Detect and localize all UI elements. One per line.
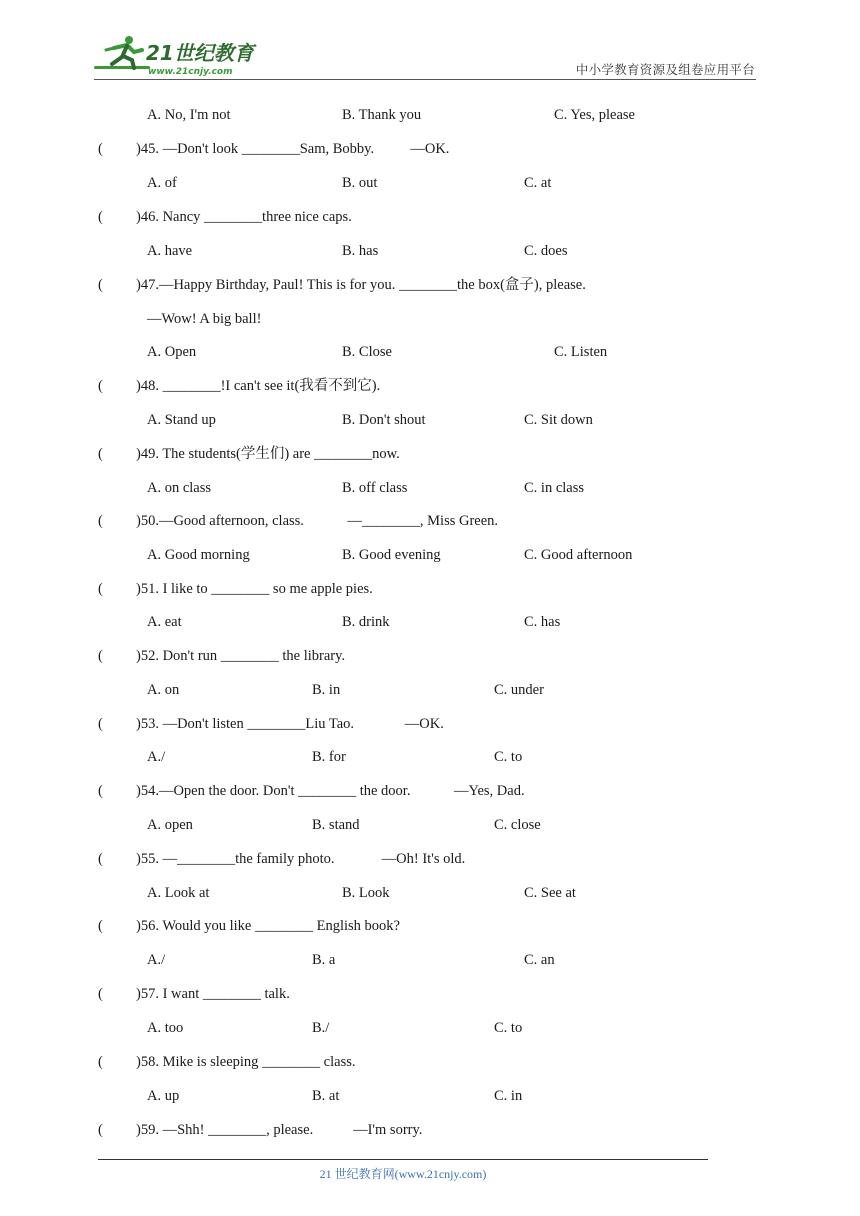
answer-paren: ( — [98, 648, 103, 664]
option-c: C. Yes, please — [554, 107, 635, 123]
answer-paren: ( — [98, 918, 103, 934]
platform-name: 中小学教育资源及组卷应用平台 — [575, 62, 755, 77]
option-c: C. at — [524, 175, 552, 191]
answer-paren: ( — [98, 783, 103, 799]
question-text: )58. Mike is sleeping ________ class. — [136, 1054, 356, 1070]
option-a: A. eat — [147, 614, 182, 630]
answer-paren: ( — [98, 851, 103, 867]
option-c: C. an — [524, 952, 555, 968]
option-c: C. Sit down — [524, 412, 593, 428]
option-a: A. Stand up — [147, 412, 216, 428]
option-a: A. Good morning — [147, 547, 250, 563]
answer-paren: ( — [98, 513, 103, 529]
option-c: C. under — [494, 682, 544, 698]
question-text-cont: —Wow! A big ball! — [147, 311, 262, 327]
option-b: B./ — [312, 1020, 330, 1036]
question-text: )56. Would you like ________ English book? — [136, 918, 400, 934]
question-text: )52. Don't run ________ the library. — [136, 648, 346, 664]
answer-paren: ( — [98, 446, 103, 462]
option-c: C. does — [524, 243, 568, 259]
option-c: C. has — [524, 614, 561, 630]
question-text: )47.—Happy Birthday, Paul! This is for you. ________the box(盒子), please. — [136, 277, 586, 293]
header-divider — [94, 79, 756, 80]
option-b: B. at — [312, 1088, 340, 1104]
option-a: A. on class — [147, 480, 212, 496]
option-a: A. Look at — [147, 885, 210, 901]
option-c: C. in class — [524, 480, 585, 496]
option-b: B. out — [342, 175, 378, 191]
footer-divider — [98, 1159, 708, 1160]
answer-paren: ( — [98, 209, 103, 225]
option-b: B. has — [342, 243, 379, 259]
option-a: A. have — [147, 243, 193, 259]
answer-paren: ( — [98, 1122, 103, 1138]
option-b: B. for — [312, 749, 346, 765]
question-text: )50.—Good afternoon, class. —________, Miss Green. — [136, 513, 499, 529]
option-b: B. off class — [342, 480, 408, 496]
option-b: B. Close — [342, 344, 392, 360]
question-text: )57. I want ________ talk. — [136, 986, 290, 1002]
option-a: A. Open — [147, 344, 197, 360]
option-b: B. a — [312, 952, 336, 968]
option-c: C. in — [494, 1088, 523, 1104]
answer-paren: ( — [98, 716, 103, 732]
option-c: C. close — [494, 817, 541, 833]
runner-logo-icon — [94, 30, 264, 80]
answer-paren: ( — [98, 277, 103, 293]
answer-paren: ( — [98, 1054, 103, 1070]
option-c: C. Listen — [554, 344, 608, 360]
option-c: C. to — [494, 749, 523, 765]
answer-paren: ( — [98, 581, 103, 597]
option-a: A. of — [147, 175, 177, 191]
question-text: )48. ________!I can't see it(我看不到它). — [136, 378, 381, 394]
option-b: B. Thank you — [342, 107, 422, 123]
logo-text: 21世纪教育 — [146, 41, 254, 65]
option-b: B. Don't shout — [342, 412, 426, 428]
answer-paren: ( — [98, 986, 103, 1002]
option-c: C. Good afternoon — [524, 547, 633, 563]
option-a: A./ — [147, 952, 166, 968]
answer-paren: ( — [98, 141, 103, 157]
option-a: A. too — [147, 1020, 184, 1036]
option-c: C. See at — [524, 885, 576, 901]
logo-url: www.21cnjy.com — [148, 67, 233, 77]
option-a: A./ — [147, 749, 166, 765]
option-a: A. up — [147, 1088, 180, 1104]
question-text: )53. —Don't listen ________Liu Tao. —OK. — [136, 716, 444, 732]
option-a: A. on — [147, 682, 180, 698]
option-b: B. stand — [312, 817, 360, 833]
question-text: )46. Nancy ________three nice caps. — [136, 209, 352, 225]
option-b: B. Good evening — [342, 547, 441, 563]
option-c: C. to — [494, 1020, 523, 1036]
question-text: )54.—Open the door. Don't ________ the door. —Yes, Dad. — [136, 783, 525, 799]
question-text: )59. —Shh! ________, please. —I'm sorry. — [136, 1122, 423, 1138]
question-text: )51. I like to ________ so me apple pies. — [136, 581, 373, 597]
option-b: B. drink — [342, 614, 390, 630]
footer-link[interactable]: 21 世纪教育网(www.21cnjy.com) — [319, 1167, 487, 1181]
question-text: )49. The students(学生们) are ________now. — [136, 446, 400, 462]
question-text: )55. —________the family photo. —Oh! It's old. — [136, 851, 466, 867]
option-a: A. No, I'm not — [147, 107, 231, 123]
question-text: )45. —Don't look ________Sam, Bobby. —OK. — [136, 141, 450, 157]
answer-paren: ( — [98, 378, 103, 394]
option-b: B. in — [312, 682, 341, 698]
site-logo — [94, 30, 264, 80]
option-b: B. Look — [342, 885, 390, 901]
option-a: A. open — [147, 817, 193, 833]
